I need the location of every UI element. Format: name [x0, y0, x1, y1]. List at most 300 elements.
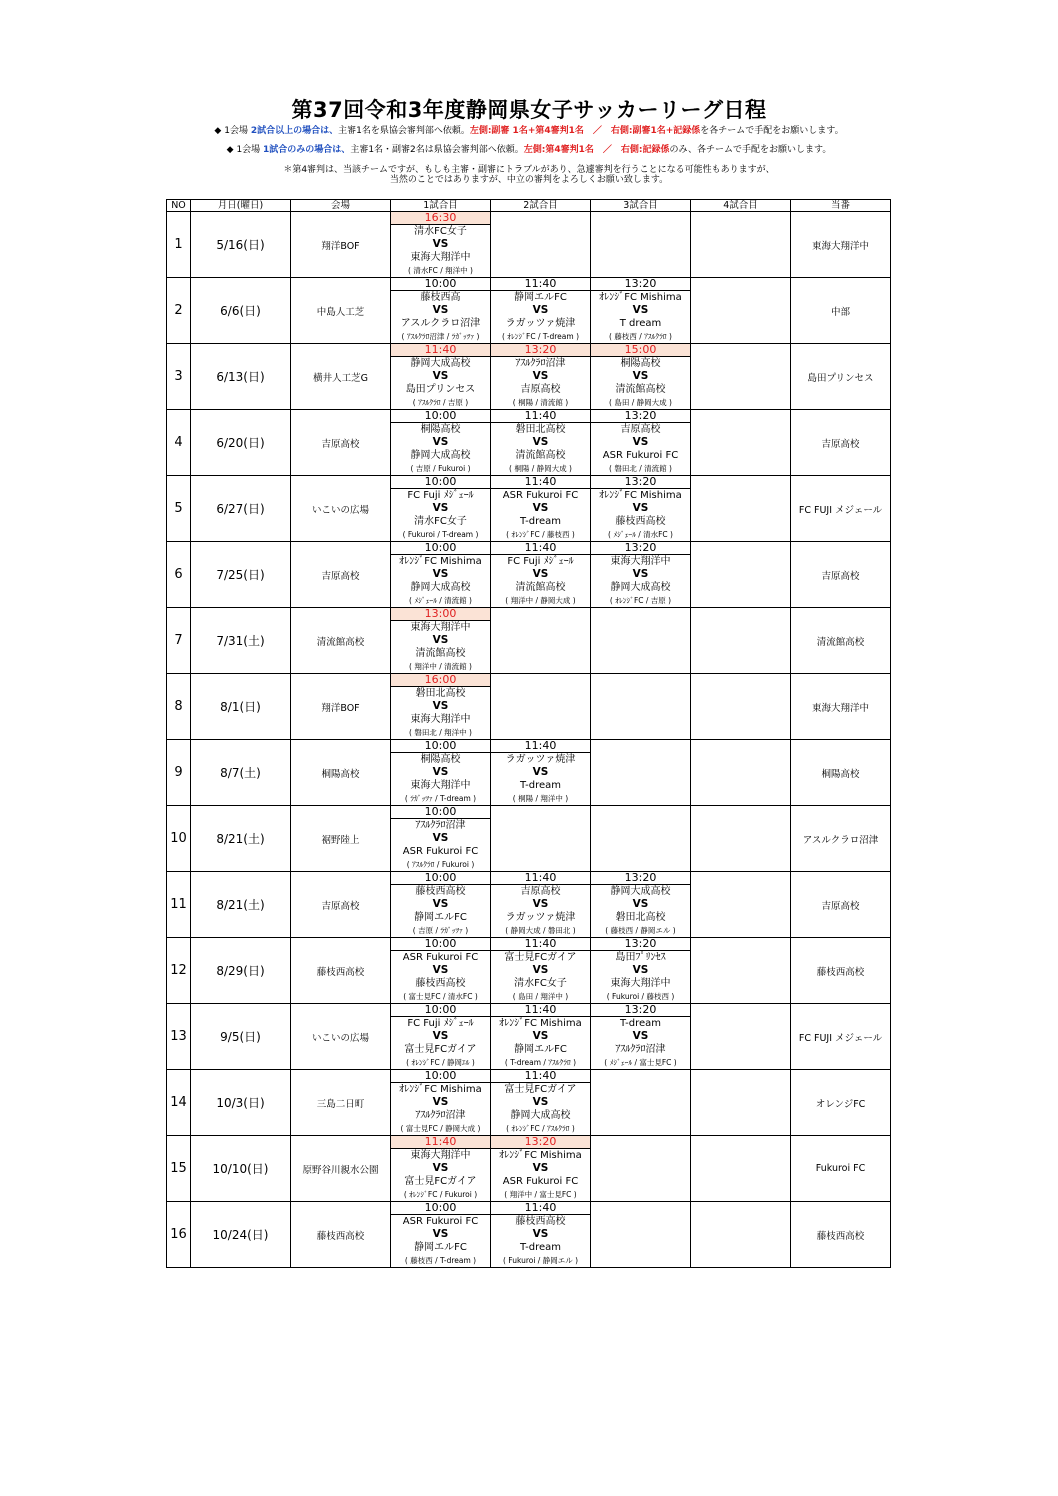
match-block — [491, 872, 590, 937]
match-cell-3 — [591, 1202, 691, 1268]
row-number: 12 — [167, 938, 191, 1004]
note-prefix: 1会場 — [224, 126, 248, 136]
away-team: T dream — [619, 318, 662, 329]
away-team: ｱｽﾙｸﾗﾛ沼津 — [615, 1044, 666, 1055]
kickoff-time: 11:40 — [491, 740, 590, 753]
match-cell-3 — [591, 410, 691, 476]
home-team: 藤枝西高校 — [515, 1216, 566, 1227]
home-team: 清水FC女子 — [414, 226, 467, 237]
duty-team: 清流館高校 — [791, 608, 891, 674]
vs-label: VS — [432, 964, 449, 976]
match-cell-1 — [391, 938, 491, 1004]
match-cell-3 — [591, 278, 691, 344]
home-team: FC Fuji ﾒｼﾞｪｰﾙ — [407, 1018, 474, 1029]
kickoff-time: 10:00 — [391, 740, 490, 753]
away-team: アスルクラロ沼津 — [400, 318, 481, 329]
referee-note: ( 吉原 / ﾗｶﾞｯﾂｧ ) — [412, 926, 469, 935]
referee-note: ( ﾒｼﾞｪｰﾙ / 清流館 ) — [409, 596, 472, 605]
row-number: 13 — [167, 1004, 191, 1070]
table-row — [167, 674, 891, 740]
match-cell-4 — [691, 674, 791, 740]
kickoff-time: 13:20 — [591, 410, 690, 423]
match-cell-4 — [691, 806, 791, 872]
away-team: 東海大翔洋中 — [410, 780, 471, 791]
home-team: 島田ﾌﾟﾘﾝｾｽ — [615, 952, 666, 963]
referee-note: ( 桐陽 / 翔洋中 ) — [512, 794, 569, 803]
match-block — [391, 278, 490, 343]
referee-note: ( 翔洋中 / 富士見FC ) — [504, 1190, 577, 1199]
table-row — [167, 476, 891, 542]
kickoff-time: 11:40 — [391, 344, 490, 357]
kickoff-time: 13:20 — [591, 278, 690, 291]
match-cell-2 — [491, 740, 591, 806]
vs-label: VS — [532, 304, 549, 316]
kickoff-time: 13:20 — [591, 938, 690, 951]
vs-label: VS — [532, 370, 549, 382]
row-number: 4 — [167, 410, 191, 476]
away-team: 清流館高校 — [515, 450, 566, 461]
match-date: 8/7(土) — [191, 740, 291, 806]
table-row — [167, 806, 891, 872]
home-team: 富士見FCガイア — [504, 1084, 577, 1095]
referee-note: ( ｵﾚﾝｼﾞFC / Fukuroi ) — [403, 1190, 478, 1199]
referee-note: ( 藤枝西 / 静岡エル ) — [605, 926, 676, 935]
referee-note: ( T-dream / ｱｽﾙｸﾗﾛ ) — [504, 1058, 577, 1067]
match-cell-3 — [591, 1004, 691, 1070]
match-block — [391, 1202, 490, 1267]
home-team: 吉原高校 — [620, 424, 661, 435]
match-date: 6/6(日) — [191, 278, 291, 344]
table-row — [167, 1070, 891, 1136]
home-team: ｵﾚﾝｼﾞFC Mishima — [399, 556, 482, 567]
match-cell-3 — [591, 872, 691, 938]
match-cell-3 — [591, 806, 691, 872]
table-row — [167, 1136, 891, 1202]
away-team: 静岡大成高校 — [510, 1110, 571, 1121]
home-team: 吉原高校 — [520, 886, 561, 897]
duty-team: 東海大翔洋中 — [791, 212, 891, 278]
away-team: 清水FC女子 — [414, 516, 467, 527]
kickoff-time: 15:00 — [591, 344, 690, 357]
match-date: 10/10(日) — [191, 1136, 291, 1202]
kickoff-time: 13:00 — [391, 608, 490, 621]
away-team: 島田プリンセス — [405, 384, 476, 395]
kickoff-time: 10:00 — [391, 1202, 490, 1215]
kickoff-time: 10:00 — [391, 1070, 490, 1083]
match-cell-2 — [491, 806, 591, 872]
row-number: 15 — [167, 1136, 191, 1202]
vs-label: VS — [532, 568, 549, 580]
row-number: 6 — [167, 542, 191, 608]
home-team: ASR Fukuroi FC — [402, 1216, 479, 1227]
match-cell-3 — [591, 344, 691, 410]
table-header-row — [167, 200, 891, 212]
referee-note: ( ｱｽﾙｸﾗﾛ / Fukuroi ) — [406, 860, 475, 869]
note-line-4: 当然のことではありますが、中立の審判をよろしくお願い致します。 — [389, 175, 669, 185]
match-cell-1 — [391, 278, 491, 344]
home-team: 静岡大成高校 — [610, 886, 671, 897]
vs-label: VS — [432, 898, 449, 910]
table-row — [167, 608, 891, 674]
kickoff-time: 11:40 — [491, 1070, 590, 1083]
home-team: FC Fuji ﾒｼﾞｪｰﾙ — [407, 490, 474, 501]
vs-label: VS — [432, 568, 449, 580]
home-team: ｱｽﾙｸﾗﾛ沼津 — [515, 358, 566, 369]
duty-team: 吉原高校 — [791, 542, 891, 608]
duty-team: Fukuroi FC — [791, 1136, 891, 1202]
referee-note: ( 富士見FC / 静岡大成 ) — [400, 1124, 481, 1133]
home-team: ASR Fukuroi FC — [502, 490, 579, 501]
away-team: 清水FC女子 — [514, 978, 567, 989]
match-cell-3 — [591, 212, 691, 278]
home-team: 静岡大成高校 — [410, 358, 471, 369]
page-title: 第37回令和3年度静岡県女子サッカーリーグ日程 — [291, 98, 767, 122]
vs-label: VS — [432, 370, 449, 382]
away-team: ASR Fukuroi FC — [402, 846, 479, 857]
schedule-table — [166, 199, 891, 1268]
home-team: 東海大翔洋中 — [410, 622, 471, 633]
match-date: 5/16(日) — [191, 212, 291, 278]
vs-label: VS — [532, 1030, 549, 1042]
duty-team: オレンジFC — [791, 1070, 891, 1136]
referee-note: ( 富士見FC / 清水FC ) — [403, 992, 478, 1001]
match-date: 6/27(日) — [191, 476, 291, 542]
referee-note: ( 磐田北 / 翔洋中 ) — [409, 728, 472, 737]
duty-team: 中部 — [791, 278, 891, 344]
kickoff-time: 13:20 — [591, 1004, 690, 1017]
bullet-icon: ◆ — [214, 126, 222, 136]
kickoff-time: 11:40 — [491, 542, 590, 555]
bullet-icon: ◆ — [226, 145, 234, 155]
match-block — [391, 344, 490, 409]
referee-note: ( Fukuroi / T-dream ) — [402, 530, 479, 539]
match-block — [491, 1004, 590, 1069]
venue-name: 中島人工芝 — [291, 278, 391, 344]
home-team: 静岡エルFC — [514, 292, 567, 303]
match-block — [491, 1202, 590, 1267]
kickoff-time: 16:30 — [391, 212, 490, 225]
header-venue: 会場 — [291, 200, 391, 212]
row-number: 10 — [167, 806, 191, 872]
match-block — [491, 1136, 590, 1201]
venue-name: 三島二日町 — [291, 1070, 391, 1136]
venue-name: 藤枝西高校 — [291, 1202, 391, 1268]
duty-team: 吉原高校 — [791, 410, 891, 476]
note-mid-text: 主審1名を県協会審判部へ依頼。 — [338, 126, 470, 136]
match-cell-2 — [491, 212, 591, 278]
away-team: 富士見FCガイア — [404, 1176, 477, 1187]
away-team: ASR Fukuroi FC — [602, 450, 679, 461]
table-row — [167, 410, 891, 476]
match-block — [391, 872, 490, 937]
kickoff-time: 11:40 — [491, 1004, 590, 1017]
kickoff-time: 11:40 — [491, 476, 590, 489]
kickoff-time: 11:40 — [491, 410, 590, 423]
table-row — [167, 1004, 891, 1070]
kickoff-time: 13:20 — [591, 872, 690, 885]
match-cell-4 — [691, 1136, 791, 1202]
match-cell-4 — [691, 410, 791, 476]
match-block — [391, 806, 490, 871]
match-cell-2 — [491, 608, 591, 674]
kickoff-time: 13:20 — [591, 476, 690, 489]
duty-team: 東海大翔洋中 — [791, 674, 891, 740]
referee-note: ( 静岡大成 / 磐田北 ) — [505, 926, 576, 935]
match-cell-3 — [591, 1070, 691, 1136]
venue-name: 裾野陸上 — [291, 806, 391, 872]
away-team: 東海大翔洋中 — [410, 252, 471, 263]
referee-note: ( 清水FC / 翔洋中 ) — [408, 266, 473, 275]
referee-note: ( Fukuroi / 藤枝西 ) — [606, 992, 675, 1001]
referee-note: ( ｱｽﾙｸﾗﾛ沼津 / ﾗｶﾞｯﾂｧ ) — [401, 332, 480, 341]
away-team: 富士見FCガイア — [404, 1044, 477, 1055]
kickoff-time: 11:40 — [491, 872, 590, 885]
referee-note: ( ﾒｼﾞｪｰﾙ / 清水FC ) — [608, 530, 673, 539]
match-cell-3 — [591, 938, 691, 1004]
match-cell-4 — [691, 1070, 791, 1136]
match-cell-3 — [591, 608, 691, 674]
venue-name: 清流館高校 — [291, 608, 391, 674]
kickoff-time: 11:40 — [491, 938, 590, 951]
duty-team: FC FUJI メジェール — [791, 1004, 891, 1070]
match-date: 9/5(日) — [191, 1004, 291, 1070]
table-row — [167, 542, 891, 608]
match-cell-3 — [591, 1136, 691, 1202]
match-block — [491, 938, 590, 1003]
row-number: 2 — [167, 278, 191, 344]
match-cell-2 — [491, 1004, 591, 1070]
venue-name: 吉原高校 — [291, 872, 391, 938]
row-number: 1 — [167, 212, 191, 278]
vs-label: VS — [632, 436, 649, 448]
referee-note: ( ﾗｶﾞｯﾂｧ / T-dream ) — [404, 794, 477, 803]
away-team: 藤枝西高校 — [415, 978, 466, 989]
match-date: 6/20(日) — [191, 410, 291, 476]
note-mid-text: 主審1名・副審2名は県協会審判部へ依頼。 — [350, 145, 524, 155]
venue-name: 翔洋BOF — [291, 674, 391, 740]
kickoff-time: 16:00 — [391, 674, 490, 687]
referee-note: ( ｵﾚﾝｼﾞFC / 藤枝西 ) — [506, 530, 575, 539]
away-team: 吉原高校 — [520, 384, 561, 395]
match-cell-1 — [391, 1136, 491, 1202]
referee-note: ( 藤枝西 / T-dream ) — [404, 1256, 477, 1265]
note-suffix-text: を各チームで手配をお願いします。 — [700, 126, 844, 136]
vs-label: VS — [632, 964, 649, 976]
match-cell-1 — [391, 608, 491, 674]
match-block — [391, 542, 490, 607]
header-match-4: 4試合目 — [691, 200, 791, 212]
venue-name: 吉原高校 — [291, 410, 391, 476]
venue-name: いこいの広場 — [291, 476, 391, 542]
vs-label: VS — [632, 370, 649, 382]
duty-team: FC FUJI メジェール — [791, 476, 891, 542]
away-team: 東海大翔洋中 — [610, 978, 671, 989]
vs-label: VS — [432, 700, 449, 712]
vs-label: VS — [432, 502, 449, 514]
match-date: 8/1(日) — [191, 674, 291, 740]
match-block — [591, 542, 690, 607]
vs-label: VS — [532, 1228, 549, 1240]
home-team: 磐田北高校 — [415, 688, 466, 699]
referee-note: ( 藤枝西 / ｱｽﾙｸﾗﾛ ) — [609, 332, 672, 341]
row-number: 14 — [167, 1070, 191, 1136]
row-number: 8 — [167, 674, 191, 740]
match-cell-4 — [691, 212, 791, 278]
vs-label: VS — [432, 766, 449, 778]
row-number: 3 — [167, 344, 191, 410]
kickoff-time: 13:20 — [491, 1136, 590, 1149]
match-cell-2 — [491, 1136, 591, 1202]
referee-note: ( ｵﾚﾝｼﾞFC / ｱｽﾙｸﾗﾛ ) — [506, 1124, 575, 1133]
referee-note: ( ﾒｼﾞｪｰﾙ / 富士見FC ) — [604, 1058, 677, 1067]
match-date: 8/21(土) — [191, 872, 291, 938]
note-red-text: 左側:第4審判1名 ／ 右側:記録係 — [523, 145, 670, 155]
referee-note: ( 翔洋中 / 静岡大成 ) — [505, 596, 576, 605]
note-line-1 — [0, 123, 1058, 136]
venue-name: 横井人工芝G — [291, 344, 391, 410]
away-team: 静岡エルFC — [414, 912, 467, 923]
duty-team: 島田プリンセス — [791, 344, 891, 410]
home-team: ｵﾚﾝｼﾞFC Mishima — [499, 1150, 582, 1161]
away-team: T-dream — [519, 780, 562, 791]
match-cell-1 — [391, 1070, 491, 1136]
duty-team: 藤枝西高校 — [791, 938, 891, 1004]
kickoff-time: 13:20 — [591, 542, 690, 555]
home-team: 桐陽高校 — [620, 358, 661, 369]
home-team: 藤枝西高 — [420, 292, 461, 303]
duty-team: 藤枝西高校 — [791, 1202, 891, 1268]
table-row — [167, 740, 891, 806]
away-team: 藤枝西高校 — [615, 516, 666, 527]
note-blue-text: 1試合のみの場合は、 — [263, 145, 351, 155]
home-team: ラガッツァ焼津 — [505, 754, 576, 765]
match-cell-1 — [391, 212, 491, 278]
home-team: 東海大翔洋中 — [410, 1150, 471, 1161]
kickoff-time: 10:00 — [391, 938, 490, 951]
header-no: NO — [167, 200, 191, 212]
match-date: 8/21(土) — [191, 806, 291, 872]
match-date: 10/3(日) — [191, 1070, 291, 1136]
match-cell-4 — [691, 344, 791, 410]
match-cell-1 — [391, 1202, 491, 1268]
home-team: ｵﾚﾝｼﾞFC Mishima — [599, 292, 682, 303]
table-row — [167, 278, 891, 344]
venue-name: 桐陽高校 — [291, 740, 391, 806]
venue-name: 原野谷川親水公園 — [291, 1136, 391, 1202]
note-prefix: 1会場 — [236, 145, 261, 155]
match-cell-1 — [391, 476, 491, 542]
kickoff-time: 10:00 — [391, 476, 490, 489]
match-date: 6/13(日) — [191, 344, 291, 410]
match-cell-1 — [391, 806, 491, 872]
duty-team: 桐陽高校 — [791, 740, 891, 806]
referee-note: ( 島田 / 翔洋中 ) — [512, 992, 569, 1001]
away-team: 磐田北高校 — [615, 912, 666, 923]
home-team: 磐田北高校 — [515, 424, 566, 435]
vs-label: VS — [532, 964, 549, 976]
match-date: 7/25(日) — [191, 542, 291, 608]
row-number: 5 — [167, 476, 191, 542]
match-cell-2 — [491, 674, 591, 740]
away-team: 清流館高校 — [515, 582, 566, 593]
kickoff-time: 10:00 — [391, 278, 490, 291]
match-block — [491, 344, 590, 409]
venue-name: 吉原高校 — [291, 542, 391, 608]
home-team: 桐陽高校 — [420, 754, 461, 765]
home-team: 桐陽高校 — [420, 424, 461, 435]
vs-label: VS — [432, 634, 449, 646]
vs-label: VS — [432, 1030, 449, 1042]
kickoff-time: 10:00 — [391, 806, 490, 819]
vs-label: VS — [432, 1228, 449, 1240]
header-match-1: 1試合目 — [391, 200, 491, 212]
referee-note: ( 島田 / 静岡大成 ) — [609, 398, 672, 407]
vs-label: VS — [532, 502, 549, 514]
home-team: FC Fuji ﾒｼﾞｪｰﾙ — [507, 556, 574, 567]
match-cell-1 — [391, 740, 491, 806]
match-block — [491, 410, 590, 475]
match-cell-2 — [491, 344, 591, 410]
vs-label: VS — [532, 1162, 549, 1174]
kickoff-time: 10:00 — [391, 542, 490, 555]
match-cell-2 — [491, 476, 591, 542]
home-team: 富士見FCガイア — [504, 952, 577, 963]
match-block — [491, 542, 590, 607]
row-number: 11 — [167, 872, 191, 938]
vs-label: VS — [632, 568, 649, 580]
match-block — [591, 278, 690, 343]
vs-label: VS — [532, 898, 549, 910]
header-date: 月日(曜日) — [191, 200, 291, 212]
referee-note: ( 桐陽 / 清流館 ) — [512, 398, 569, 407]
match-block — [591, 344, 690, 409]
away-team: 静岡大成高校 — [610, 582, 671, 593]
vs-label: VS — [532, 766, 549, 778]
match-block — [591, 476, 690, 541]
match-cell-2 — [491, 872, 591, 938]
match-block — [491, 476, 590, 541]
away-team: 清流館高校 — [615, 384, 666, 395]
row-number: 9 — [167, 740, 191, 806]
venue-name: 藤枝西高校 — [291, 938, 391, 1004]
home-team: T-dream — [619, 1018, 662, 1029]
vs-label: VS — [632, 898, 649, 910]
home-team: ASR Fukuroi FC — [402, 952, 479, 963]
match-block — [391, 740, 490, 805]
match-block — [391, 608, 490, 673]
home-team: ｵﾚﾝｼﾞFC Mishima — [499, 1018, 582, 1029]
table-row — [167, 938, 891, 1004]
match-cell-4 — [691, 1004, 791, 1070]
vs-label: VS — [432, 304, 449, 316]
note-suffix-text: のみ、各チームで手配をお願いします。 — [669, 145, 832, 155]
table-row — [167, 344, 891, 410]
home-team: 東海大翔洋中 — [610, 556, 671, 567]
referee-note: ( 吉原 / Fukuroi ) — [410, 464, 471, 473]
match-block — [591, 410, 690, 475]
match-cell-2 — [491, 938, 591, 1004]
note-line-2 — [0, 142, 1058, 155]
match-block — [391, 674, 490, 739]
match-cell-4 — [691, 1202, 791, 1268]
match-block — [491, 1070, 590, 1135]
match-cell-3 — [591, 476, 691, 542]
away-team: ｱｽﾙｸﾗﾛ沼津 — [415, 1110, 466, 1121]
away-team: ラガッツァ焼津 — [505, 912, 576, 923]
kickoff-time: 13:20 — [491, 344, 590, 357]
row-number: 7 — [167, 608, 191, 674]
table-row — [167, 212, 891, 278]
